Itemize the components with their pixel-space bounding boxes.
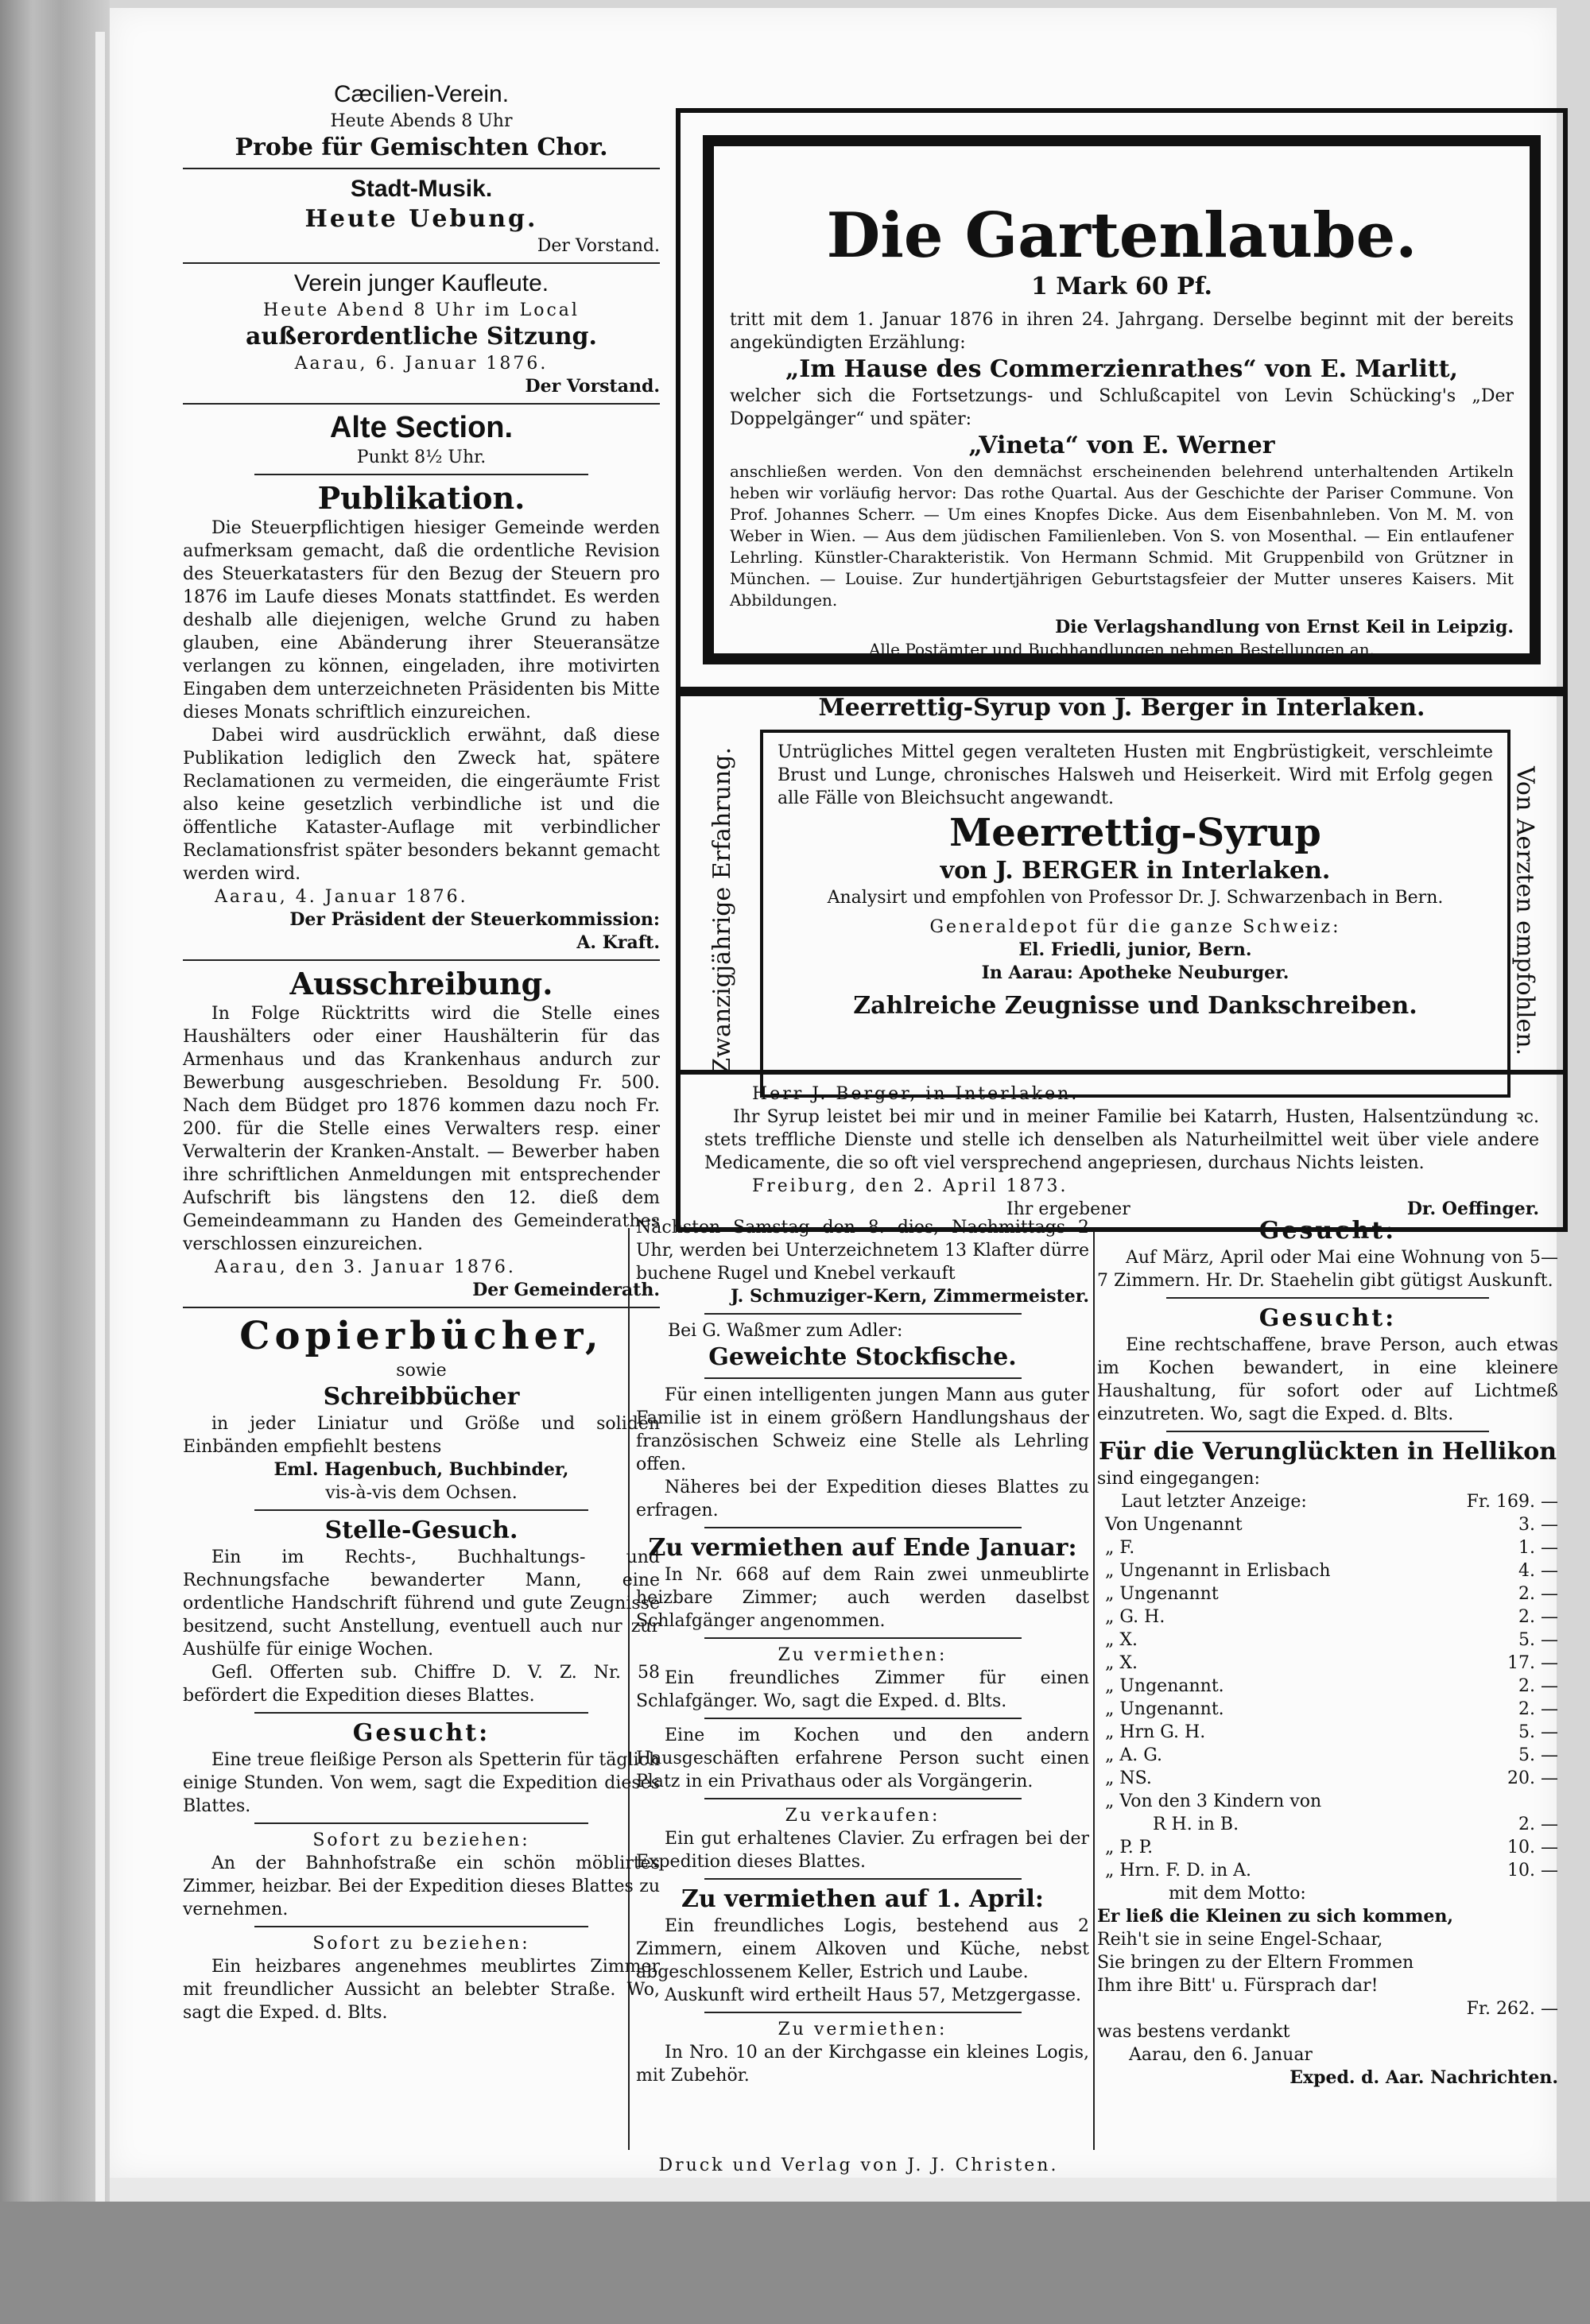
gartenlaube-title: Die Gartenlaube.: [826, 199, 1417, 272]
copierbuecher-sowie: sowie: [396, 1361, 447, 1381]
stelle-gesuch-paragraph: Ein im Rechts-, Buchhaltungs- und Rechnungsfache bewanderter Mann, eine ordentliche Handschrift führend und gute Zeugnisse besitzend, sucht Anstellung, eventuell auch nur zur Aushülfe für einige Wochen.: [183, 1547, 660, 1660]
sofort-title: Sofort zu beziehen:: [312, 1830, 530, 1850]
divider: [704, 1878, 1022, 1880]
motto-intro: mit dem Motto:: [1169, 1884, 1306, 1904]
donation-name: „ X.: [1105, 1653, 1138, 1673]
column-right: [1097, 1216, 1558, 2090]
vermiethen-april-info: Auskunft wird ertheilt Haus 57, Metzgergasse.: [665, 1985, 1082, 2005]
verein-date: Aarau, 6. Januar 1876.: [294, 354, 549, 374]
stockfische-title: Geweichte Stockfische.: [708, 1343, 1017, 1371]
gartenlaube-signature: Die Verlagshandlung von Ernst Keil in Leipzig.: [1055, 617, 1514, 637]
divider: [254, 1822, 588, 1824]
donation-amount: 20. —: [1507, 1768, 1558, 1788]
meerrettig-ad: [676, 691, 1568, 1232]
samstag-signature: J. Schmuziger-Kern, Zimmermeister.: [730, 1286, 1089, 1307]
gesucht-paragraph: Eine treue fleißige Person als Spetterin für täglich einige Stunden. Von wem, sagt die Expedition dieses Blattes.: [183, 1750, 660, 1816]
gesucht-title: Gesucht:: [1258, 1217, 1397, 1245]
divider: [183, 403, 660, 405]
donation-name: „ Ungenannt: [1105, 1584, 1219, 1604]
hellikon-title: Für die Verunglückten in Hellikon: [1098, 1438, 1557, 1466]
meerrettig-aarau: In Aarau: Apotheke Neuburger.: [981, 963, 1289, 983]
gartenlaube-paragraph: tritt mit dem 1. Januar 1876 in ihren 24. Jahrgang. Derselbe beginnt mit der bereits angekündigten Erzählung:: [730, 310, 1514, 353]
caecilien-title: Cæcilien-Verein.: [333, 81, 510, 107]
donation-name: „ P. P.: [1105, 1838, 1154, 1857]
sofort-paragraph: Ein heizbares angenehmes meublirtes Zimmer mit freundlicher Aussicht an belebter Straße. Wo, sagt die Exped. d. Blts.: [183, 1957, 660, 2023]
meerrettig-subtitle: von J. BERGER in Interlaken.: [940, 857, 1331, 885]
meerrettig-title: Meerrettig-Syrup: [949, 811, 1321, 855]
donation-amount: 2. —: [1518, 1584, 1558, 1604]
divider: [183, 1307, 660, 1308]
donation-row: [1097, 1790, 1558, 1813]
donation-list: [1097, 1490, 1558, 1882]
verein-signature: Der Vorstand.: [525, 376, 660, 397]
divider: [254, 1926, 588, 1927]
donation-row: [1097, 1652, 1558, 1675]
donation-name: Von Ungenannt: [1105, 1515, 1243, 1535]
donation-row: [1097, 1536, 1558, 1559]
vermiethen-title: Zu vermiethen:: [778, 2020, 948, 2039]
divider: [704, 1377, 1022, 1379]
gesucht-paragraph: Eine rechtschaffene, brave Person, auch etwas im Kochen bewandert, in eine kleinere Haushaltung, für sofort oder auf Lichtmeß einzutreten. Wo, sagt die Exped. d. Blts.: [1097, 1335, 1558, 1424]
vermiethen-paragraph: In Nr. 668 auf dem Rain zwei unmeublirte heizbare Zimmer; auch werden daselbst Schlafgänger angenommen.: [636, 1565, 1089, 1631]
donation-row: [1097, 1629, 1558, 1652]
donation-amount: 2. —: [1518, 1699, 1558, 1719]
copierbuecher-signature: Eml. Hagenbuch, Buchbinder,: [273, 1459, 569, 1480]
donation-name: „ Ungenannt in Erlisbach: [1105, 1561, 1331, 1581]
verein-line2: außerordentliche Sitzung.: [246, 323, 597, 351]
divider: [704, 1313, 1022, 1315]
wassmer-line: Bei G. Waßmer zum Adler:: [668, 1321, 903, 1341]
donation-amount: 2. —: [1518, 1607, 1558, 1627]
donation-name: „ F.: [1105, 1538, 1135, 1558]
letter-signature: Dr. Oeffinger.: [1406, 1199, 1539, 1219]
donation-name: „ X.: [1105, 1630, 1138, 1650]
gesucht-title: Gesucht:: [1258, 1304, 1397, 1332]
letter-close: Ihr ergebener: [1006, 1199, 1130, 1219]
donation-row: [1097, 1675, 1558, 1698]
meerrettig-head: Meerrettig-Syrup von J. Berger in Interlaken.: [818, 694, 1425, 722]
gartenlaube-frame: [703, 135, 1541, 664]
donation-total: Fr. 262. —: [1466, 1999, 1558, 2019]
publikation-title: Publikation.: [317, 480, 525, 516]
divider: [1166, 1297, 1489, 1299]
donation-row: [1097, 1859, 1558, 1882]
vermiethen-april-paragraph: Ein freundliches Logis, bestehend aus 2 Zimmern, einem Alkoven und Küche, nebst abgeschlossenem Keller, Estrich und Laube.: [636, 1916, 1089, 1982]
donation-name: Laut letzter Anzeige:: [1121, 1492, 1307, 1512]
donation-row: [1097, 1836, 1558, 1859]
donation-row: [1097, 1559, 1558, 1582]
motto-line: Ihm ihre Bitt' u. Fürsprach dar!: [1097, 1976, 1379, 1996]
donation-row: [1097, 1813, 1558, 1836]
stadt-musik-line: Heute Uebung.: [304, 205, 538, 233]
copierbuecher-title: Copierbücher,: [239, 1314, 603, 1358]
divider: [254, 1712, 588, 1714]
meerrettig-left-label: Zwanzigjährige Erfahrung.: [708, 747, 736, 1075]
donation-amount: 10. —: [1507, 1838, 1558, 1857]
divider: [254, 474, 588, 475]
divider: [254, 1509, 588, 1511]
gartenlaube-work: „Im Hause des Commerzienrathes“ von E. Marlitt,: [785, 355, 1458, 383]
thanks-date: Aarau, den 6. Januar: [1129, 2045, 1313, 2065]
divider: [704, 1527, 1022, 1528]
vermiethen-april-title: Zu vermiethen auf 1. April:: [681, 1885, 1044, 1913]
person-paragraph: Eine im Kochen und den andern Hausgeschäften erfahrene Person sucht einen Platz in ein Privathaus oder als Vorgängerin.: [636, 1726, 1089, 1791]
donation-amount: Fr. 169. —: [1466, 1492, 1558, 1512]
gartenlaube-paragraph: welcher sich die Fortsetzungs- und Schlußcapitel von Levin Schücking's „Der Doppelgänger“ und später:: [730, 386, 1514, 429]
meerrettig-left-text: [690, 744, 754, 1078]
donation-name: „ NS.: [1105, 1768, 1152, 1788]
donation-amount: 17. —: [1507, 1653, 1558, 1673]
letter-recipient: Herr J. Berger, in Interlaken.: [752, 1084, 1080, 1104]
gartenlaube-price: 1 Mark 60 Pf.: [1030, 273, 1213, 300]
lehrling-paragraph: Für einen intelligenten jungen Mann aus guter Familie ist in einem größern Handlungshaus der französischen Schweiz eine Stelle als Lehrling offen.: [636, 1385, 1089, 1474]
divider: [183, 959, 660, 961]
verkaufen-paragraph: Ein gut erhaltenes Clavier. Zu erfragen bei der Expedition dieses Blattes.: [636, 1829, 1089, 1872]
copierbuecher-paragraph: in jeder Liniatur und Größe und soliden Einbänden empfiehlt bestens: [183, 1414, 660, 1457]
gartenlaube-work: „Vineta“ von E. Werner: [968, 432, 1275, 459]
donation-amount: 5. —: [1518, 1745, 1558, 1765]
donation-amount: 1. —: [1518, 1538, 1558, 1558]
hellikon-subtitle: sind eingegangen:: [1097, 1469, 1260, 1489]
stelle-gesuch-title: Stelle-Gesuch.: [324, 1516, 518, 1544]
meerrettig-paragraph: Untrügliches Mittel gegen veralteten Husten mit Engbrüstigkeit, verschleimte Brust und Lunge, chronisches Halsweh und Heiserkeit. Wird mit Erfolg gegen alle Fälle von Bleichsucht angewandt.: [778, 742, 1493, 808]
donation-amount: 2. —: [1518, 1815, 1558, 1834]
divider: [1166, 1431, 1489, 1432]
vermiethen-paragraph: In Nro. 10 an der Kirchgasse ein kleines Logis, mit Zubehör.: [636, 2043, 1089, 2086]
ausschreibung-title: Ausschreibung.: [289, 966, 553, 1001]
publikation-date: Aarau, 4. Januar 1876.: [215, 887, 468, 907]
verein-line1: Heute Abend 8 Uhr im Local: [263, 300, 580, 320]
sofort-title: Sofort zu beziehen:: [312, 1934, 530, 1954]
meerrettig-testimonials: Zahlreiche Zeugnisse und Dankschreiben.: [853, 992, 1417, 1020]
alte-section-title: Alte Section.: [329, 411, 514, 444]
donation-name: „ Von den 3 Kindern von: [1105, 1791, 1322, 1811]
motto-line: Sie bringen zu der Eltern Frommen: [1097, 1953, 1414, 1973]
ausschreibung-date: Aarau, den 3. Januar 1876.: [215, 1257, 516, 1277]
vermiethen-title: Zu vermiethen:: [778, 1645, 948, 1665]
meerrettig-depot-name: El. Friedli, junior, Bern.: [1018, 939, 1252, 960]
stadt-musik-title: Stadt-Musik.: [350, 176, 493, 202]
donation-name: „ G. H.: [1105, 1607, 1165, 1627]
caecilien-line2: Probe für Gemischten Chor.: [235, 134, 608, 161]
vermiethen-title: Zu vermiethen auf Ende Januar:: [648, 1534, 1077, 1562]
stelle-gesuch-paragraph: Gefl. Offerten sub. Chiffre D. V. Z. Nr. 58 befördert die Expedition dieses Blattes.: [183, 1663, 660, 1706]
column-divider: [1093, 1228, 1095, 2150]
donation-row: [1097, 1698, 1558, 1721]
gesucht-paragraph: Auf März, April oder Mai eine Wohnung von 5—7 Zimmern. Hr. Dr. Staehelin gibt gütigst Auskunft.: [1097, 1248, 1558, 1291]
donation-name: „ Ungenannt.: [1105, 1676, 1224, 1696]
schreibbuecher-title: Schreibbücher: [323, 1383, 520, 1411]
ausschreibung-paragraph: In Folge Rücktritts wird die Stelle eines Haushälters oder einer Haushälterin für das Armenhaus und das Krankenhaus andurch zur Bewerbung ausgeschrieben. Besoldung Fr. 500. Nach dem Büdget pro 1876 kommen dazu noch Fr. 200. für die Stelle eines Verwalters resp. einer Verwalterin der Kranken-Anstalt. — Bewerber haben ihre schriftlichen Anmeldungen mit entsprechender Aufschrift bis längstens den 12. dieß dem Gemeindeammann zu Handen des Gemeinderathes verschlossen einzureichen.: [183, 1004, 660, 1254]
donation-row: [1097, 1721, 1558, 1744]
donation-amount: 2. —: [1518, 1676, 1558, 1696]
donation-amount: 3. —: [1518, 1515, 1558, 1535]
divider: [704, 1798, 1022, 1799]
verein-title: Verein junger Kaufleute.: [293, 270, 549, 296]
meerrettig-letter: [681, 1070, 1563, 1229]
publikation-signature-name: A. Kraft.: [576, 932, 660, 953]
meerrettig-depot: Generaldepot für die ganze Schweiz:: [929, 917, 1341, 937]
sofort-paragraph: An der Bahnhofstraße ein schön möblirtes Zimmer, heizbar. Bei der Expedition dieses Blattes zu vernehmen.: [183, 1853, 660, 1919]
donation-amount: 5. —: [1518, 1630, 1558, 1650]
vermiethen-paragraph: Ein freundliches Zimmer für einen Schlafgänger. Wo, sagt die Exped. d. Blts.: [636, 1668, 1089, 1711]
alte-section-time: Punkt 8½ Uhr.: [356, 447, 487, 467]
donation-row: [1097, 1767, 1558, 1790]
gartenlaube-ad: [676, 108, 1568, 691]
divider: [704, 2012, 1022, 2013]
lehrling-paragraph: Näheres bei der Expedition dieses Blattes zu erfragen.: [636, 1478, 1089, 1520]
stadt-musik-signature: Der Vorstand.: [537, 236, 660, 256]
copierbuecher-address: vis-à-vis dem Ochsen.: [325, 1483, 518, 1503]
meerrettig-frame: [760, 730, 1510, 1098]
motto-line: Reih't sie in seine Engel-Schaar,: [1097, 1930, 1383, 1950]
publikation-paragraph: Dabei wird ausdrücklich erwähnt, daß diese Publikation lediglich den Zweck hat, spätere Reclamationen zu vermeiden, die eingeräumte Frist also keine gesetzlich verbindliche ist und die öffentliche Kataster-Auflage mit verbindlicher Reclamationsfrist später besonders bekannt gemacht werden wird.: [183, 726, 660, 884]
scan-edge-left: [0, 0, 110, 2324]
donation-name: „ Hrn G. H.: [1105, 1722, 1206, 1742]
donation-name: „ Ungenannt.: [1105, 1699, 1224, 1719]
gesucht-title: Gesucht:: [352, 1719, 491, 1747]
verkaufen-title: Zu verkaufen:: [785, 1806, 940, 1826]
donation-amount: 4. —: [1518, 1561, 1558, 1581]
samstag-paragraph: Nächsten Samstag den 8. dies, Nachmittags 2 Uhr, werden bei Unterzeichnetem 13 Klafter dürre buchene Rugel und Knebel verkauft: [636, 1218, 1089, 1284]
column-left: [183, 79, 660, 2024]
donation-name: R H. in B.: [1153, 1815, 1239, 1834]
meerrettig-analysis: Analysirt und empfohlen von Professor Dr. J. Schwarzenbach in Bern.: [827, 888, 1444, 908]
donation-row: [1097, 1513, 1558, 1536]
donation-row: [1097, 1744, 1558, 1767]
thanks-signature: Exped. d. Aar. Nachrichten.: [1289, 2067, 1558, 2088]
donation-row: [1097, 1582, 1558, 1605]
publikation-paragraph: Die Steuerpflichtigen hiesiger Gemeinde werden aufmerksam gemacht, daß die ordentliche Revision des Steuerkatasters für den Bezug der Steuern pro 1876 im Laufe dieses Monats stattfindet. Es werden deshalb alle diejenigen, welche Grund zu haben glauben, eine Abänderung ihrer Steueransätze verlangen zu können, eingeladen, ihre motivirten Eingaben dem unterzeichneten Präsidenten bis Mitte dieses Monats schriftlich einzureichen.: [183, 518, 660, 722]
divider: [183, 168, 660, 169]
donation-name: „ Hrn. F. D. in A.: [1105, 1861, 1251, 1881]
donation-amount: 10. —: [1507, 1861, 1558, 1881]
divider: [183, 262, 660, 264]
caecilien-line1: Heute Abends 8 Uhr: [330, 111, 513, 131]
gartenlaube-paragraph: anschließen werden. Von den demnächst erscheinenden belehrend unterhaltenden Artikeln heben wir vorläufig hervor: Das rothe Quartal. Aus der Geschichte der Pariser Commune. Von Prof. Johannes Scherr. — Um eines Knopfes Dicke. Aus dem Eisenbahnleben. Von M. M. von Weber in Wien. — Aus dem jüdischen Familienleben. Von S. von Mosenthal. — Ein entlaufener Lehrling. Künstler-Charakteristik. Von Hermann Schmid. Mit Gruppenbild von Grützner in München. — Louise. Zur hundertjährigen Geburtstagsfeier der Mutter unseres Kaisers. Mit Abbildungen.: [730, 462, 1514, 610]
thanks-line: was bestens verdankt: [1097, 2022, 1290, 2042]
motto-line: Er ließ die Kleinen zu sich kommen,: [1097, 1906, 1454, 1927]
gartenlaube-note: Alle Postämter und Buchhandlungen nehmen Bestellungen an.: [868, 640, 1375, 659]
donation-name: „ A. G.: [1105, 1745, 1163, 1765]
ausschreibung-signature: Der Gemeinderath.: [472, 1280, 660, 1300]
letter-body: Ihr Syrup leistet bei mir und in meiner Familie bei Katarrh, Husten, Halsentzündung ꝛc. stets treffliche Dienste und stelle ich denselben als Naturheilmittel weit über viele andere Medicamente, die so oft viel versprechend angepriesen, durchaus Nichts leisten.: [704, 1107, 1539, 1173]
divider: [704, 1637, 1022, 1639]
donation-row: [1097, 1605, 1558, 1629]
column-middle: [636, 1216, 1089, 2087]
letter-date: Freiburg, den 2. April 1873.: [752, 1176, 1068, 1196]
publikation-signature: Der Präsident der Steuerkommission:: [289, 909, 660, 930]
donation-row: [1097, 1490, 1558, 1513]
imprint-footer: Druck und Verlag von J. J. Christen.: [658, 2156, 1059, 2175]
divider: [704, 1718, 1022, 1719]
scan-background-bottom: [0, 2202, 1590, 2324]
donation-amount: 5. —: [1518, 1722, 1558, 1742]
meerrettig-right-label: Von Aerzten empfohlen.: [1510, 765, 1539, 1056]
